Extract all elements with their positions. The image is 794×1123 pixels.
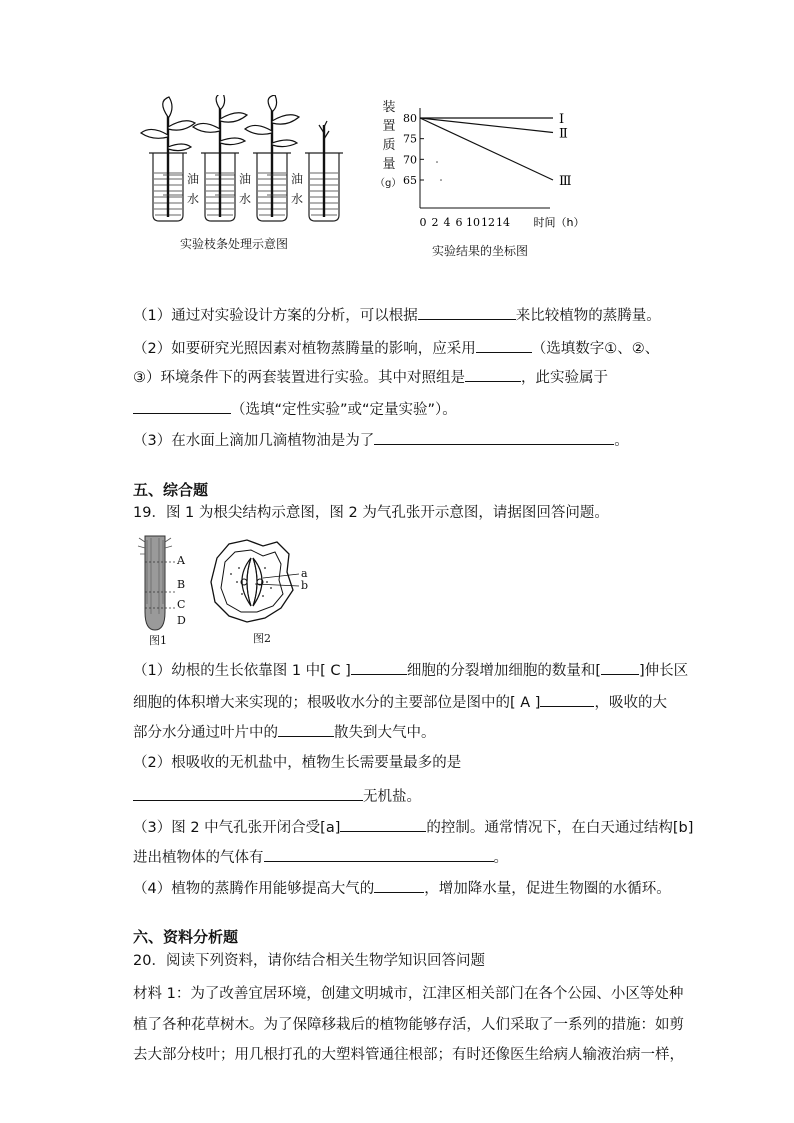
- oil-label-1: 油: [187, 172, 200, 186]
- series-line: [420, 118, 553, 132]
- root-tip-figure: [135, 534, 195, 646]
- ylabel-char: 置: [382, 119, 396, 134]
- answer-blank[interactable]: [278, 722, 334, 737]
- answer-blank[interactable]: [374, 878, 424, 893]
- q19-p1-text-e: ，吸收的大: [594, 695, 667, 711]
- tube-figure-caption: 实验枝条处理示意图: [180, 237, 289, 251]
- q19-part4: [133, 878, 671, 899]
- section-5-title: 五、综合题: [133, 481, 209, 499]
- q18-part1: [133, 305, 661, 326]
- q19-p4-text-a: （4）植物的蒸腾作用能够提高大气的: [133, 881, 375, 897]
- tube-figure: [133, 95, 343, 225]
- q19-part1-cont: [133, 692, 667, 713]
- q19-p2-text-b: 无机盐。: [363, 789, 421, 805]
- answer-blank[interactable]: [465, 367, 521, 382]
- q19-p1-text-c: ]伸长区: [638, 663, 689, 679]
- ylabel-char: 量: [382, 157, 396, 172]
- q19-stem: 19．图 1 为根尖结构示意图，图 2 为气孔张开示意图，请据图回答问题。: [133, 505, 609, 521]
- x-tick-label: 12: [481, 216, 495, 229]
- q20-material1-line3: 去大部分枝叶；用几根打孔的大塑料管通往根部；有时还像医生给病人输液治病一样，: [133, 1047, 684, 1063]
- x-tick-label: 2: [431, 216, 439, 229]
- fig1-label-D: D: [177, 614, 186, 627]
- chart-plot: [375, 96, 615, 234]
- chart-caption: 实验结果的坐标图: [432, 244, 529, 258]
- q19-part3-end: [133, 847, 508, 868]
- ylabel-char: （g）: [375, 178, 402, 189]
- q19-p1-text-b: 细胞的分裂增加细胞的数量和[: [406, 663, 601, 679]
- oil-label-2: 油: [239, 172, 252, 186]
- q20-material1-line1: 材料 1：为了改善宜居环境，创建文明城市，江津区相关部门在各个公园、小区等处种: [133, 986, 684, 1002]
- fig1-caption: 图1: [149, 634, 167, 647]
- answer-blank[interactable]: [374, 430, 614, 445]
- q18-p2-text-c: ③）环境条件下的两套装置进行实验。其中对照组是: [133, 370, 465, 386]
- q20-material1-line2: 植了各种花草树木。为了保障移栽后的植物能够存活，人们采取了一系列的措施：如剪: [133, 1017, 684, 1033]
- answer-blank[interactable]: [540, 692, 594, 707]
- q19-p3-text-b: 的控制。通常情况下，在白天通过结构[b]: [426, 820, 694, 836]
- q18-part2-end: [133, 399, 457, 420]
- answer-blank[interactable]: [133, 786, 363, 801]
- answer-blank[interactable]: [133, 399, 231, 414]
- q19-p1-text-a: （1）幼根的生长依靠图 1 中[ C ]: [133, 663, 351, 679]
- q19-p3-text-c: 进出植物体的气体有: [133, 850, 264, 866]
- q18-p2-text-e: （选填“定性实验”或“定量实验”）。: [231, 402, 457, 418]
- y-tick-label: 65: [403, 174, 417, 187]
- fig2-caption: 图2: [253, 632, 271, 645]
- q18-part3: [133, 430, 629, 451]
- q19-part2-end: [133, 786, 421, 807]
- q18-p3-text-b: 。: [614, 433, 629, 449]
- answer-blank[interactable]: [601, 660, 639, 675]
- q19-p3-text-d: 。: [493, 850, 508, 866]
- q19-p3-text-a: （3）图 2 中气孔张开闭合受[a]: [133, 820, 341, 836]
- q19-part1-end: [133, 722, 436, 743]
- water-label-1: 水: [187, 192, 200, 206]
- fig2-label-a: a: [301, 567, 308, 580]
- q18-p1-text-a: （1）通过对实验设计方案的分析，可以根据: [133, 308, 418, 324]
- q19-p1-text-f: 部分水分通过叶片中的: [133, 725, 278, 741]
- y-tick-label: 70: [403, 153, 417, 167]
- x-tick-label: 6: [455, 216, 463, 229]
- fig1-label-A: A: [177, 554, 185, 567]
- q19-p4-text-b: ，增加降水量，促进生物圈的水循环。: [424, 881, 671, 897]
- x-axis-label: 时间（h）: [533, 216, 585, 229]
- q19-p1-text-d: 细胞的体积增大来实现的；根吸收水分的主要部位是图中的[ A ]: [133, 695, 541, 711]
- tubes-drawing: [133, 95, 343, 225]
- stray-dot: [440, 179, 442, 181]
- q18-p2-text-a: （2）如要研究光照因素对植物蒸腾量的影响，应采用: [133, 341, 476, 357]
- fig1-label-C: C: [177, 598, 186, 611]
- water-label-2: 水: [239, 192, 252, 206]
- answer-blank[interactable]: [418, 305, 516, 320]
- q19-p2-text-a: （2）根吸收的无机盐中，植物生长需要量最多的是: [133, 755, 462, 771]
- stoma-figure: [207, 538, 317, 648]
- q18-part2-cont: [133, 367, 608, 388]
- series-label: Ⅱ: [559, 126, 568, 142]
- q18-p1-text-b: 来比较植物的蒸腾量。: [515, 308, 661, 324]
- y-tick-label: 75: [403, 132, 417, 146]
- q18-part2: [133, 338, 659, 359]
- x-tick-label: 4: [443, 216, 451, 229]
- q19-part3: [133, 817, 693, 838]
- q18-p2-text-b: （选填数字①、②、: [531, 341, 660, 357]
- series-label: Ⅰ: [559, 112, 565, 127]
- ylabel-char: 装: [382, 100, 396, 115]
- q19-part1: [133, 660, 688, 681]
- stray-dot: [436, 161, 438, 163]
- result-chart: [375, 96, 615, 234]
- series-label: Ⅲ: [559, 174, 572, 189]
- q18-p2-text-d: ，此实验属于: [521, 370, 608, 386]
- x-tick-label: 0: [419, 216, 427, 229]
- answer-blank[interactable]: [264, 847, 494, 862]
- oil-label-3: 油: [291, 172, 304, 186]
- fig2-label-b: b: [301, 579, 309, 592]
- q19-p1-text-g: 散失到大气中。: [334, 725, 436, 741]
- answer-blank[interactable]: [340, 817, 426, 832]
- series-line: [420, 118, 553, 180]
- fig1-label-B: B: [177, 578, 186, 591]
- q19-part2: [133, 753, 461, 773]
- section-6-title: 六、资料分析题: [133, 928, 239, 946]
- root-tip-drawing: [135, 534, 195, 634]
- q18-p3-text-a: （3）在水面上滴加几滴植物油是为了: [133, 433, 375, 449]
- ylabel-char: 质: [382, 138, 396, 153]
- y-tick-label: 80: [403, 112, 417, 125]
- x-tick-label: 14: [496, 216, 510, 229]
- x-tick-label: 10: [466, 216, 480, 229]
- water-label-3: 水: [291, 192, 304, 206]
- q20-stem: 20．阅读下列资料，请你结合相关生物学知识回答问题: [133, 953, 485, 969]
- answer-blank[interactable]: [476, 338, 532, 353]
- answer-blank[interactable]: [351, 660, 407, 675]
